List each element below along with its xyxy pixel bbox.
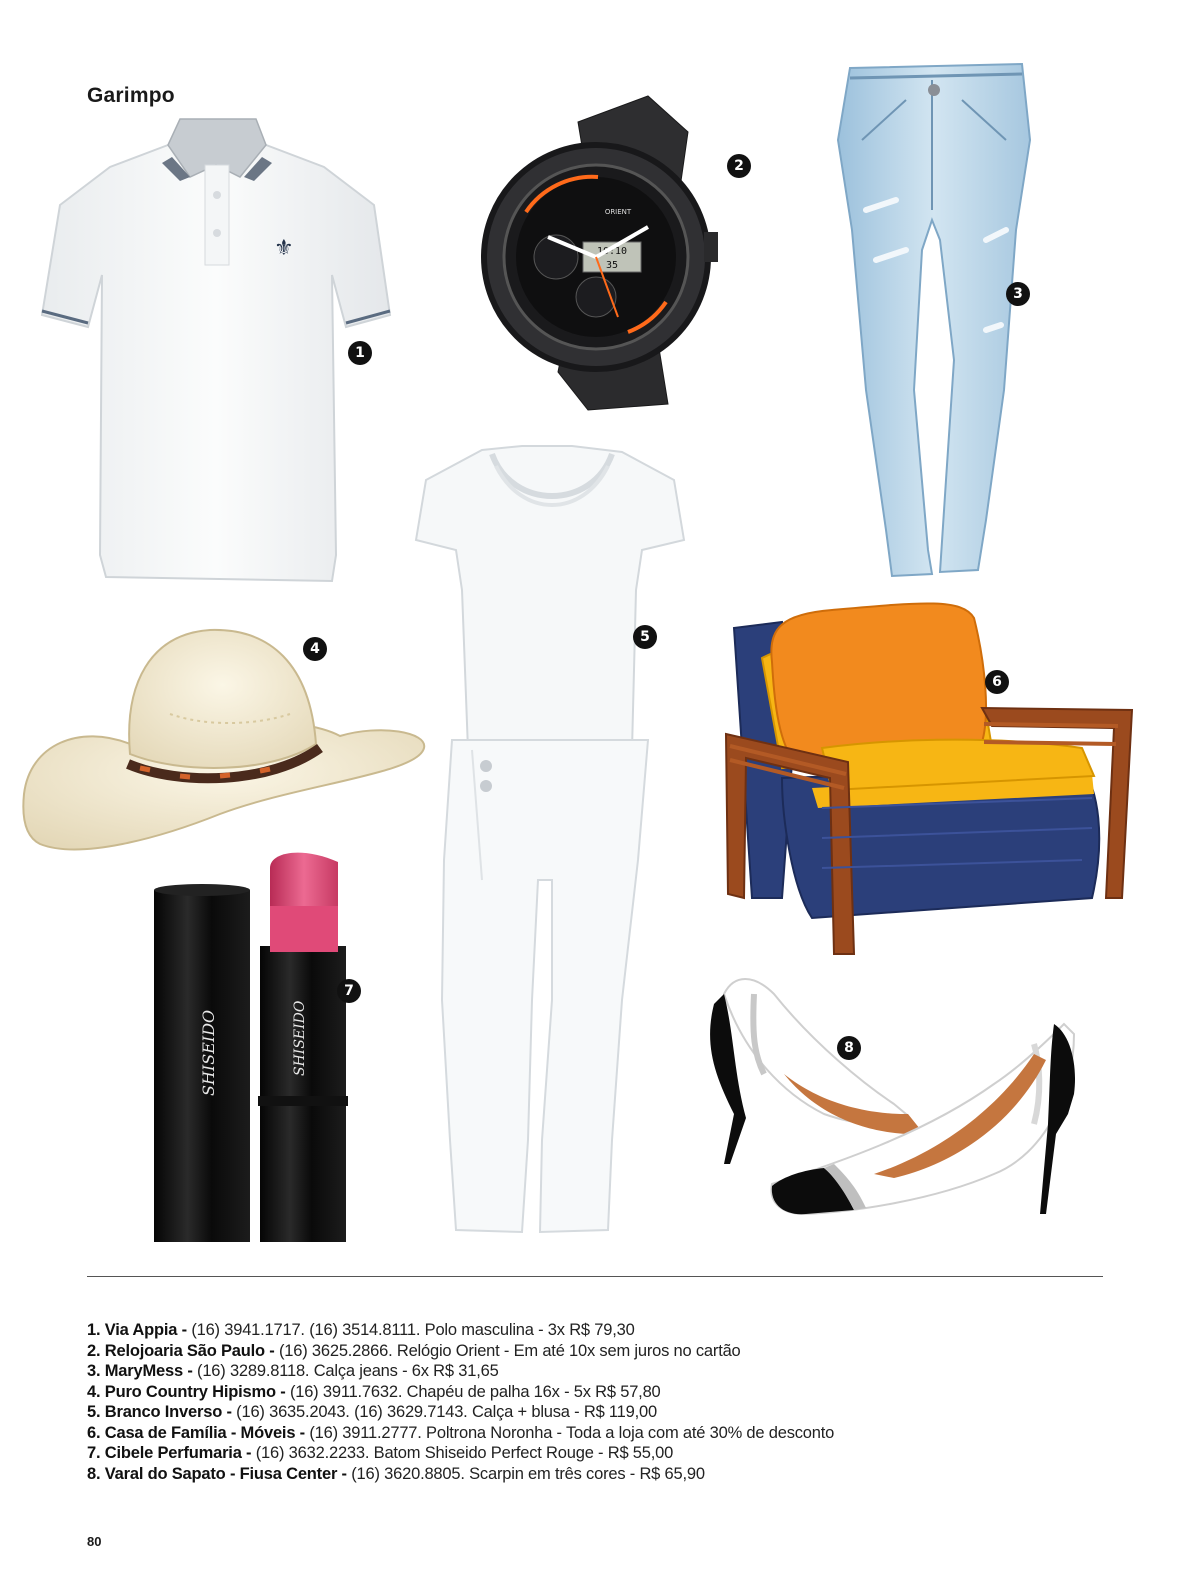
watch-brand: ORIENT (604, 208, 632, 216)
credit-detail: (16) 3941.1717. (16) 3514.8111. Polo masculina - 3x R$ 79,30 (191, 1321, 635, 1339)
credit-detail: (16) 3289.8118. Calça jeans - 6x R$ 31,65 (197, 1362, 499, 1380)
credit-store: Varal do Sapato - Fiusa Center - (104, 1464, 347, 1483)
armchair-image (722, 598, 1138, 960)
credit-store: Via Appia - (104, 1321, 187, 1339)
credit-detail: (16) 3911.7632. Chapéu de palha 16x - 5x R$ 57,80 (289, 1382, 661, 1401)
credit-number: 7. (87, 1444, 101, 1462)
badge-6: 6 (985, 670, 1009, 694)
credit-detail: (16) 3620.8805. Scarpin em três cores - R$ 65,90 (351, 1464, 705, 1483)
section-title: Garimpo (87, 84, 175, 107)
credits-list (87, 1320, 1107, 1484)
credit-store: Puro Country Hipismo - (104, 1382, 286, 1401)
divider (87, 1276, 1103, 1277)
badge-5: 5 (633, 625, 657, 649)
badge-2: 2 (727, 154, 751, 178)
credit-item (87, 1320, 1107, 1341)
credit-item (87, 1402, 1107, 1423)
badge-7: 7 (337, 979, 361, 1003)
credit-detail: (16) 3632.2233. Batom Shiseido Perfect Rouge - R$ 55,00 (255, 1444, 674, 1462)
credit-number: 4. (87, 1382, 101, 1401)
credit-item (87, 1382, 1107, 1403)
badge-8: 8 (837, 1036, 861, 1060)
watch-display-top: 10:10 (596, 246, 628, 257)
watch-display-bottom: 35 (605, 260, 619, 271)
credit-item (87, 1423, 1107, 1444)
lipstick-tube-brand: SHISEIDO (199, 1009, 218, 1096)
badge-1: 1 (348, 341, 372, 365)
polo-shirt-image (40, 115, 392, 585)
credit-detail: (16) 3911.2777. Poltrona Noronha - Toda a loja com até 30% de desconto (309, 1423, 835, 1442)
badge-4: 4 (303, 637, 327, 661)
jeans-image (836, 60, 1032, 578)
lipstick-image (152, 846, 350, 1244)
credit-store: Branco Inverso - (104, 1403, 232, 1421)
straw-hat-image (20, 624, 428, 860)
credit-store: Relojoaria São Paulo - (104, 1341, 275, 1360)
credit-item (87, 1361, 1107, 1382)
page-number: 80 (87, 1534, 102, 1549)
credit-number: 5. (87, 1403, 101, 1421)
credit-number: 1. (87, 1321, 101, 1339)
credit-item (87, 1464, 1107, 1485)
watch-image (478, 92, 730, 412)
svg-text:⚜: ⚜ (274, 236, 294, 261)
credit-detail: (16) 3625.2866. Relógio Orient - Em até 10x sem juros no cartão (278, 1341, 741, 1360)
credit-detail: (16) 3635.2043. (16) 3629.7143. Calça + blusa - R$ 119,00 (236, 1403, 657, 1421)
credit-number: 8. (87, 1464, 101, 1483)
white-outfit-image (412, 440, 688, 1240)
badge-3: 3 (1006, 282, 1030, 306)
pumps-image (694, 964, 1082, 1222)
credit-item (87, 1443, 1107, 1464)
lipstick-bullet-brand: SHISEIDO (292, 1000, 308, 1076)
credit-store: Casa de Família - Móveis - (104, 1423, 305, 1442)
credit-item (87, 1341, 1107, 1362)
credit-store: MaryMess - (104, 1362, 193, 1380)
credit-number: 3. (87, 1362, 101, 1380)
credit-store: Cibele Perfumaria - (104, 1444, 252, 1462)
credit-number: 6. (87, 1423, 101, 1442)
credit-number: 2. (87, 1341, 101, 1360)
